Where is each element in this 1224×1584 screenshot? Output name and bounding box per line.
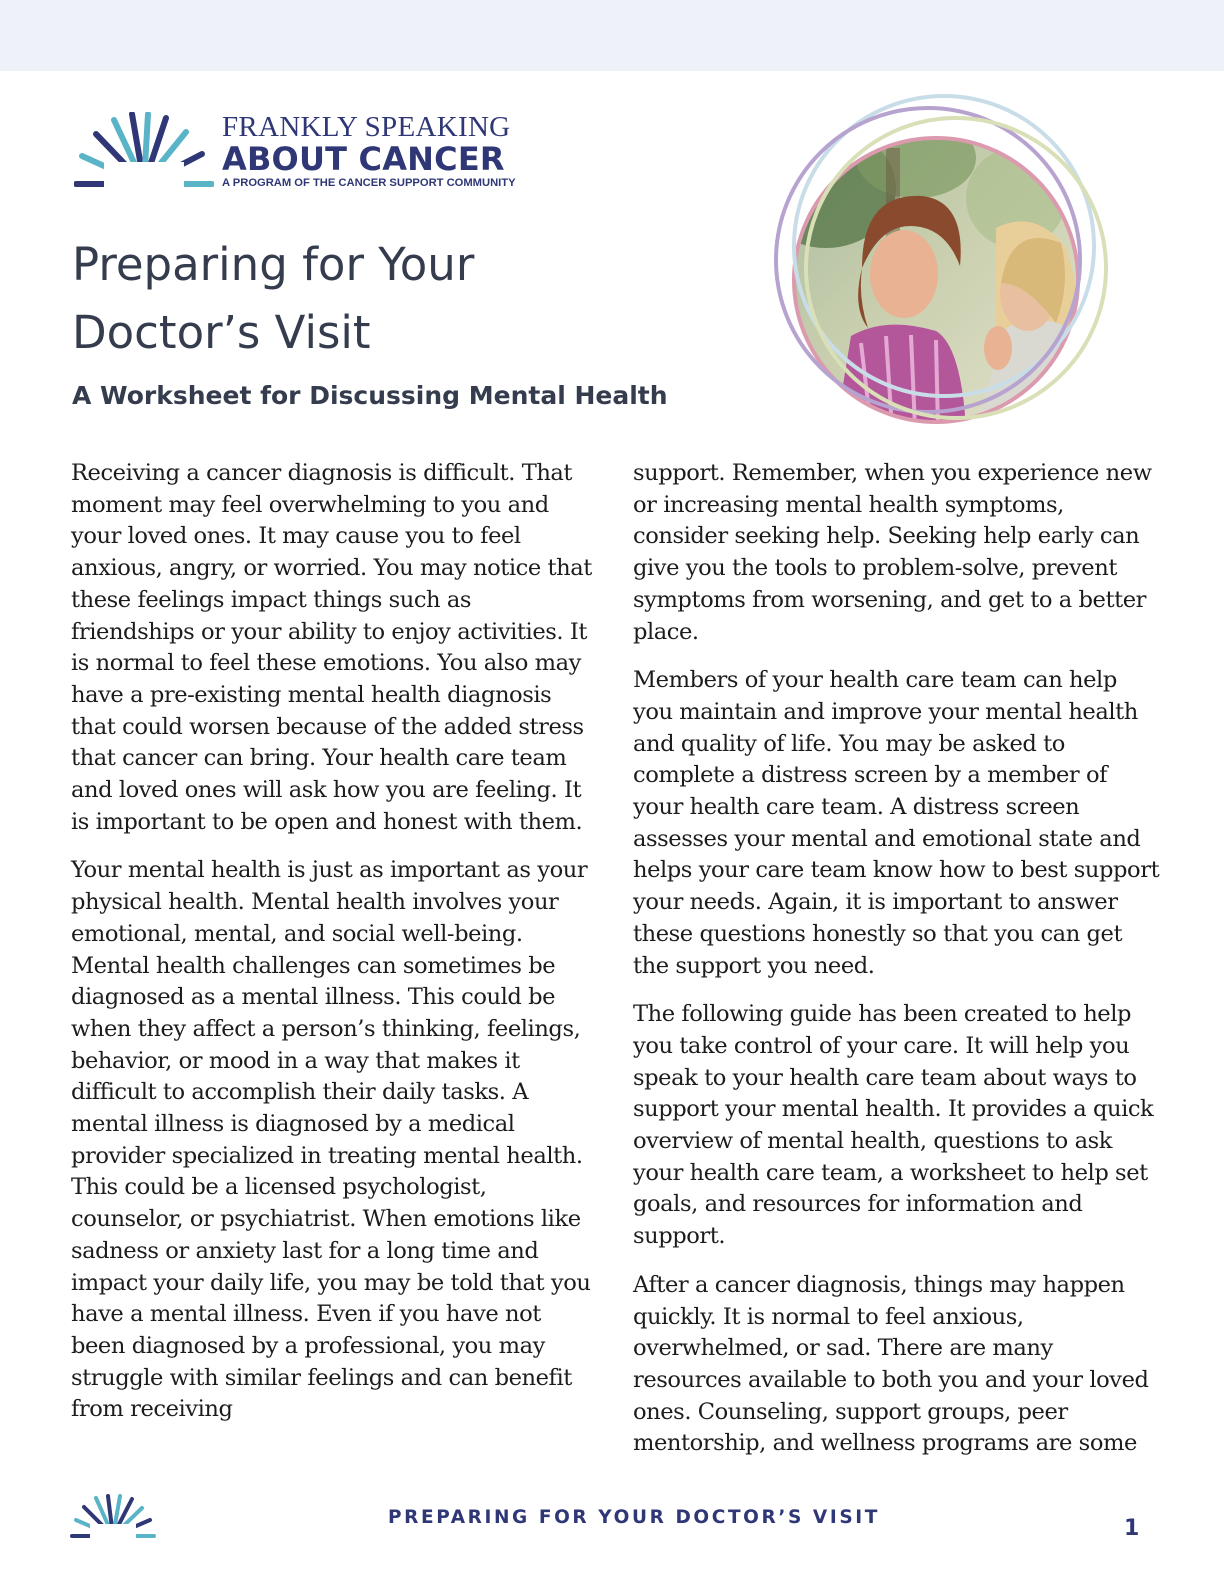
page-title [72, 231, 692, 367]
brand-logo [74, 112, 544, 192]
footer-title: PREPARING FOR YOUR DOCTOR’S VISIT [388, 1507, 880, 1528]
body-paragraph: support. Remember, when you experience new or increasing mental health symptoms, consider seeking help. Seeking help early can give you the tools to problem-solve, prevent symptoms from worsening, and get to a better place. [633, 460, 1152, 645]
photo-two-women-talking [766, 78, 1112, 428]
logo-line-1: FRANKLY SPEAKING [222, 111, 511, 143]
body-paragraph: After a cancer diagnosis, things may happen quickly. It is normal to feel anxious, overwhelmed, or sad. There are many resources available to both you and your loved ones. Counseling, support groups, peer mentorship, and wellness programs are some [633, 1271, 1149, 1457]
logo-line-2: ABOUT CANCER [222, 140, 505, 178]
header-photo [766, 78, 1112, 428]
body-paragraph: Members of your health care team can help you maintain and improve your mental health and quality of life. You may be asked to complete a distress screen by a member of your health care team. A distress screen assesses your mental and emotional state and helps your care team know how to best support your needs. Again, it is important to answer these questions honestly so that you can get the support you need. [633, 667, 1160, 979]
footer-sunburst-icon [70, 1494, 156, 1540]
logo-line-3: A PROGRAM OF THE CANCER SUPPORT COMMUNITY [222, 177, 516, 189]
page-number: 1 [1124, 1516, 1140, 1541]
body-column-right [633, 458, 1163, 1477]
page-subtitle: A Worksheet for Discussing Mental Health [72, 381, 668, 410]
title-line-1: Preparing for Your [72, 238, 475, 291]
body-paragraph: The following guide has been created to help you take control of your care. It will help you speak to your health care team about ways to support your mental health. It provides a quick overview of mental health, questions to ask your health care team, a worksheet to help set goals, and resources for information and support. [633, 1001, 1154, 1250]
sunburst-rays-icon [74, 112, 214, 190]
body-paragraph: Your mental health is just as important as your physical health. Mental health involves your emotional, mental, and social well-being. Mental health challenges can sometimes be diagnosed as a mental illness. This could be when they affect a person’s thinking, feelings, behavior, or mood in a way that makes it difficult to accomplish their daily tasks. A mental illness is diagnosed by a medical provider specialized in treating mental health. This could be a licensed psychologist, counselor, or psychiatrist. When emotions like sadness or anxiety last for a long time and impact your daily life, you may be told that you have a mental illness. Even if you have not been diagnosed by a professional, you may struggle with similar feelings and can benefit from receiving [71, 857, 591, 1423]
body-column-left [71, 458, 601, 1443]
top-band [0, 0, 1224, 71]
title-line-2: Doctor’s Visit [72, 306, 371, 359]
body-paragraph: Receiving a cancer diagnosis is difficult. That moment may feel overwhelming to you and your loved ones. It may cause you to feel anxious, angry, or worried. You may notice that these feelings impact things such as friendships or your ability to enjoy activities. It is normal to feel these emotions. You also may have a pre-existing mental health diagnosis that could worsen because of the added stress that cancer can bring. Your health care team and loved ones will ask how you are feeling. It is important to be open and honest with them. [71, 460, 592, 835]
